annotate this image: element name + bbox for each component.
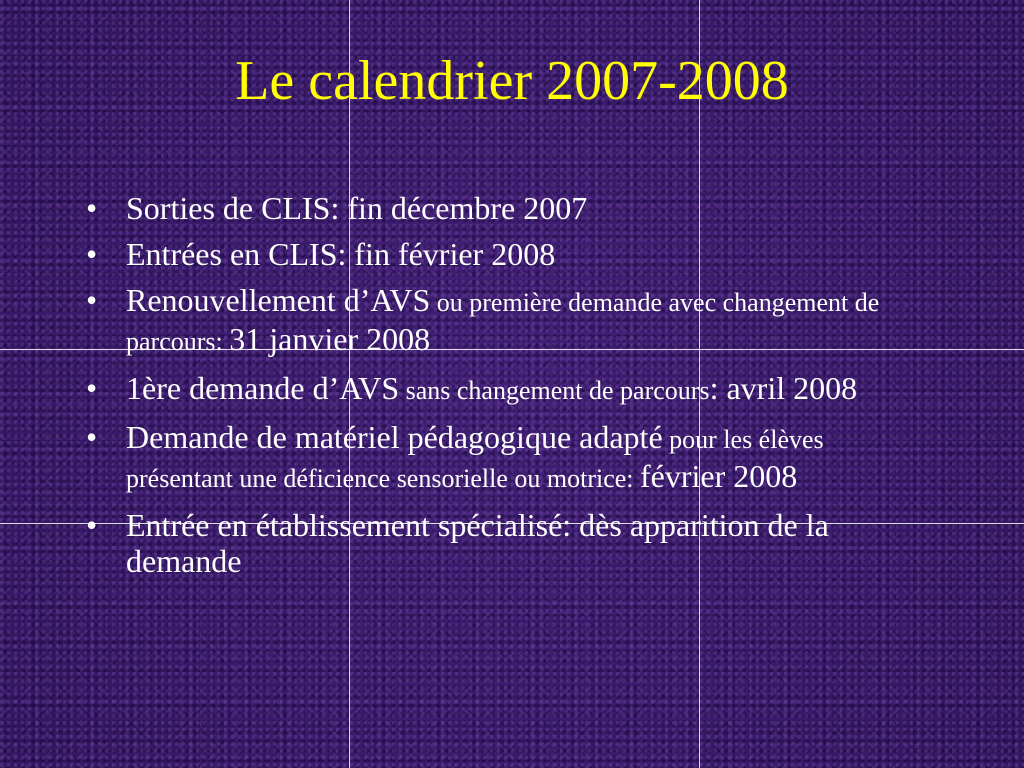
- bullet-text-date: février 2008: [640, 458, 798, 494]
- bullet-icon: •: [86, 507, 98, 543]
- bullet-text: Sorties de CLIS: fin décembre 2007: [126, 190, 588, 226]
- bullet-item: [86, 282, 926, 360]
- bullet-item: [86, 190, 926, 226]
- bullet-text: Renouvellement d’AVS: [126, 282, 431, 318]
- bullet-text-date: 31 janvier 2008: [229, 321, 431, 357]
- bullet-item: [86, 507, 926, 579]
- bullet-icon: •: [86, 236, 98, 272]
- bullet-item: [86, 419, 926, 497]
- bullet-list: [86, 190, 926, 589]
- bullet-text-date: : avril 2008: [709, 370, 858, 406]
- bullet-text-small: ou première demande avec changement de parcours:: [126, 288, 880, 356]
- bullet-text: Entrée en établissement spécialisé: dès apparition de la demande: [126, 507, 829, 579]
- bullet-text-small: sans changement de parcours: [399, 376, 710, 405]
- bullet-text: Demande de matériel pédagogique adapté: [126, 419, 663, 455]
- bullet-text: Entrées en CLIS: fin février 2008: [126, 236, 556, 272]
- bullet-icon: •: [86, 370, 98, 406]
- bullet-icon: •: [86, 282, 98, 318]
- bullet-text-small: pour les élèves présentant une déficience sensorielle ou motrice:: [126, 425, 824, 493]
- bullet-item: [86, 370, 926, 409]
- bullet-item: [86, 236, 926, 272]
- slide-title: Le calendrier 2007-2008: [235, 50, 789, 112]
- bullet-icon: •: [86, 190, 98, 226]
- bullet-icon: •: [86, 419, 98, 455]
- bullet-text: 1ère demande d’AVS: [126, 370, 400, 406]
